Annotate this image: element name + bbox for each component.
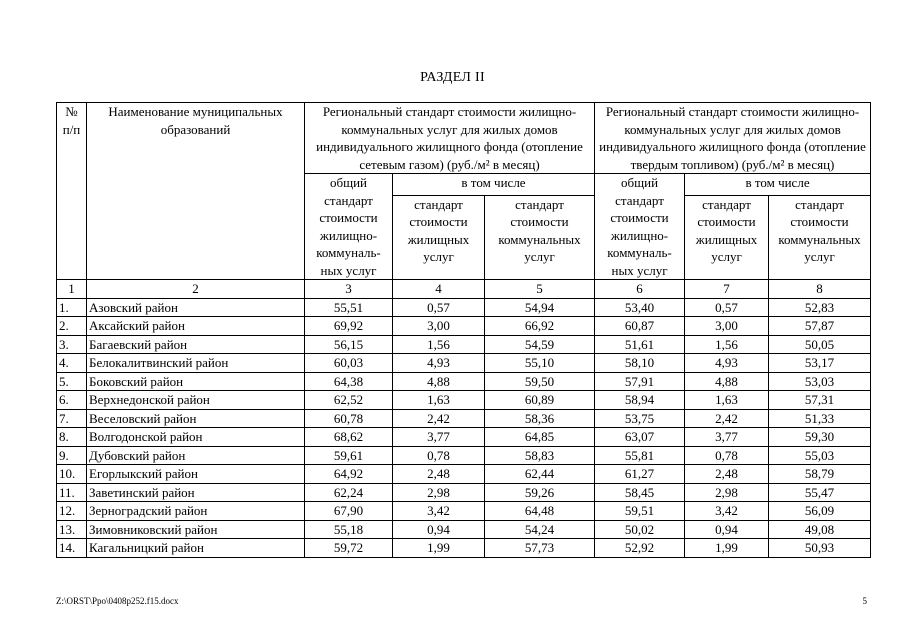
gas-total: 55,51 [305,298,393,317]
gas-communal: 64,48 [485,502,595,521]
solid-total: 58,94 [595,391,685,410]
municipality-name: Боковский район [87,372,305,391]
section-title: РАЗДЕЛ II [420,70,485,85]
solid-communal: 50,05 [769,335,871,354]
row-number: 1. [57,298,87,317]
solid-total: 58,10 [595,354,685,373]
municipality-name: Кагальницкий район [87,539,305,558]
table-row [57,446,871,465]
gas-communal: 54,94 [485,298,595,317]
gas-communal: 58,36 [485,409,595,428]
header-row-1 [57,103,871,174]
row-number: 5. [57,372,87,391]
solid-total: 63,07 [595,428,685,447]
solid-total: 53,40 [595,298,685,317]
solid-total: 55,81 [595,446,685,465]
table-row [57,520,871,539]
solid-communal: 51,33 [769,409,871,428]
gas-communal: 55,10 [485,354,595,373]
col-number: 4 [393,280,485,299]
solid-housing: 3,00 [685,317,769,336]
gas-housing: 3,77 [393,428,485,447]
solid-total: 57,91 [595,372,685,391]
solid-total: 50,02 [595,520,685,539]
solid-communal: 52,83 [769,298,871,317]
gas-communal: 59,26 [485,483,595,502]
row-number: 4. [57,354,87,373]
gas-communal: 64,85 [485,428,595,447]
gas-total: 64,92 [305,465,393,484]
col-number: 1 [57,280,87,299]
gas-total: 60,03 [305,354,393,373]
gas-communal: 59,50 [485,372,595,391]
table-row [57,317,871,336]
municipality-name: Веселовский район [87,409,305,428]
gas-housing: 1,99 [393,539,485,558]
footer-file-path: Z:\ORST\Ppo\0408p252.f15.docx [56,596,179,606]
footer-page-number: 5 [862,596,867,606]
table-row [57,335,871,354]
col-number: 7 [685,280,769,299]
table-row [57,539,871,558]
solid-housing: 3,42 [685,502,769,521]
solid-housing: 4,93 [685,354,769,373]
municipality-name: Заветинский район [87,483,305,502]
gas-communal: 60,89 [485,391,595,410]
solid-total: 53,75 [595,409,685,428]
gas-housing: 3,42 [393,502,485,521]
gas-total: 56,15 [305,335,393,354]
header-incl-gas: в том числе [393,174,595,196]
gas-housing: 4,93 [393,354,485,373]
municipality-name: Аксайский район [87,317,305,336]
solid-communal: 55,47 [769,483,871,502]
solid-communal: 57,87 [769,317,871,336]
cost-standard-table [56,102,871,558]
gas-housing: 1,63 [393,391,485,410]
gas-housing: 3,00 [393,317,485,336]
solid-communal: 57,31 [769,391,871,410]
row-number: 7. [57,409,87,428]
municipality-name: Азовский район [87,298,305,317]
solid-housing: 1,99 [685,539,769,558]
col-number: 6 [595,280,685,299]
gas-housing: 0,57 [393,298,485,317]
gas-housing: 2,98 [393,483,485,502]
row-number: 2. [57,317,87,336]
gas-communal: 54,24 [485,520,595,539]
row-number: 3. [57,335,87,354]
row-number: 10. [57,465,87,484]
table-row [57,391,871,410]
solid-communal: 55,03 [769,446,871,465]
gas-communal: 57,73 [485,539,595,558]
gas-communal: 66,92 [485,317,595,336]
solid-housing: 2,48 [685,465,769,484]
header-group-solid-fuel: Региональный стандарт стоимости жилищно-коммунальных услуг для жилых домов индивидуального жилищного фонда (отопление твердым топливом) (руб./м² в месяц) [595,103,871,174]
gas-housing: 2,48 [393,465,485,484]
header-housing-gas: стандарт стоимости жилищных услуг [393,195,485,279]
gas-communal: 54,59 [485,335,595,354]
row-number: 12. [57,502,87,521]
solid-total: 51,61 [595,335,685,354]
solid-total: 52,92 [595,539,685,558]
solid-total: 60,87 [595,317,685,336]
header-name: Наименование муниципальных образований [87,103,305,280]
solid-housing: 4,88 [685,372,769,391]
col-number: 2 [87,280,305,299]
solid-communal: 50,93 [769,539,871,558]
header-communal-solid: стандарт стоимости коммунальных услуг [769,195,871,279]
municipality-name: Багаевский район [87,335,305,354]
solid-communal: 53,17 [769,354,871,373]
solid-housing: 0,78 [685,446,769,465]
municipality-name: Зерноградский район [87,502,305,521]
header-total-gas: общий стандарт стоимости жилищно-коммуналь-ных услуг [305,174,393,280]
solid-communal: 58,79 [769,465,871,484]
solid-housing: 2,98 [685,483,769,502]
gas-communal: 62,44 [485,465,595,484]
solid-communal: 59,30 [769,428,871,447]
solid-total: 61,27 [595,465,685,484]
gas-total: 69,92 [305,317,393,336]
municipality-name: Белокалитвинский район [87,354,305,373]
municipality-name: Зимовниковский район [87,520,305,539]
table-row [57,409,871,428]
row-number: 11. [57,483,87,502]
municipality-name: Волгодонской район [87,428,305,447]
gas-total: 67,90 [305,502,393,521]
solid-housing: 0,57 [685,298,769,317]
table-row [57,502,871,521]
header-communal-gas: стандарт стоимости коммунальных услуг [485,195,595,279]
column-number-row [57,280,871,299]
header-housing-solid: стандарт стоимости жилищных услуг [685,195,769,279]
solid-communal: 53,03 [769,372,871,391]
solid-housing: 1,63 [685,391,769,410]
solid-housing: 1,56 [685,335,769,354]
gas-total: 62,52 [305,391,393,410]
solid-communal: 49,08 [769,520,871,539]
municipality-name: Дубовский район [87,446,305,465]
gas-total: 68,62 [305,428,393,447]
header-group-gas: Региональный стандарт стоимости жилищно-коммунальных услуг для жилых домов индивидуального жилищного фонда (отопление сетевым газом) (руб./м² в месяц) [305,103,595,174]
header-num: № п/п [57,103,87,280]
table-row [57,465,871,484]
gas-total: 64,38 [305,372,393,391]
row-number: 13. [57,520,87,539]
gas-total: 59,61 [305,446,393,465]
table-row [57,483,871,502]
solid-housing: 2,42 [685,409,769,428]
solid-total: 59,51 [595,502,685,521]
col-number: 3 [305,280,393,299]
col-number: 5 [485,280,595,299]
gas-housing: 1,56 [393,335,485,354]
gas-communal: 58,83 [485,446,595,465]
solid-housing: 3,77 [685,428,769,447]
gas-housing: 2,42 [393,409,485,428]
table-row [57,428,871,447]
gas-total: 60,78 [305,409,393,428]
table-row [57,372,871,391]
municipality-name: Егорлыкский район [87,465,305,484]
gas-housing: 0,94 [393,520,485,539]
row-number: 9. [57,446,87,465]
table-row [57,354,871,373]
table-row [57,298,871,317]
gas-housing: 0,78 [393,446,485,465]
solid-housing: 0,94 [685,520,769,539]
solid-total: 58,45 [595,483,685,502]
municipality-name: Верхнедонской район [87,391,305,410]
header-incl-solid: в том числе [685,174,871,196]
col-number: 8 [769,280,871,299]
row-number: 8. [57,428,87,447]
solid-communal: 56,09 [769,502,871,521]
row-number: 14. [57,539,87,558]
row-number: 6. [57,391,87,410]
header-total-solid: общий стандарт стоимости жилищно-коммуналь-ных услуг [595,174,685,280]
gas-total: 55,18 [305,520,393,539]
gas-total: 62,24 [305,483,393,502]
gas-total: 59,72 [305,539,393,558]
gas-housing: 4,88 [393,372,485,391]
